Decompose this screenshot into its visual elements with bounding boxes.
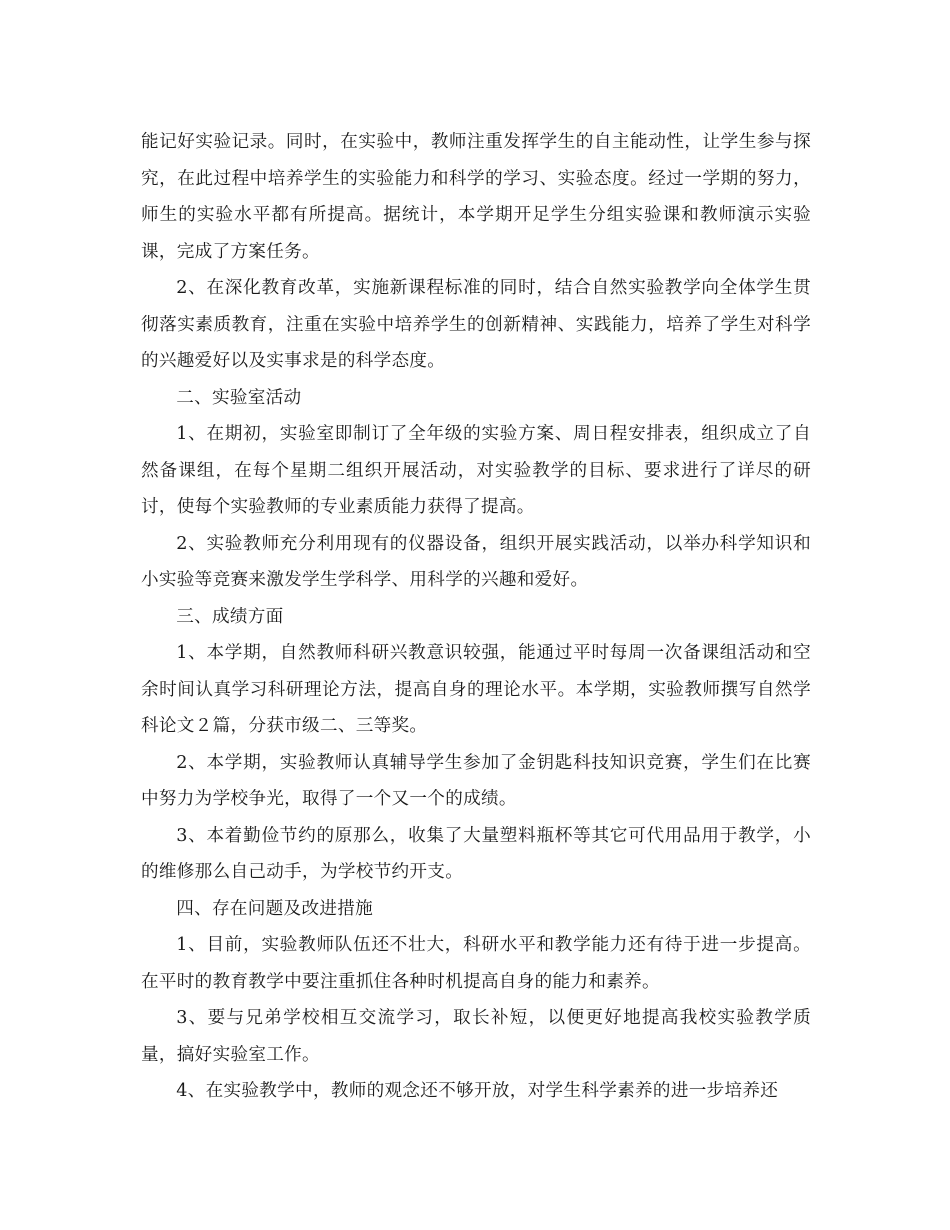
paragraph-teacher-team: 1、目前，实验教师队伍还不壮大，科研水平和教学能力还有待于进一步提高。在平时的教育教学中要注重抓住各种时机提高自身的能力和素养。 xyxy=(141,935,811,992)
paragraph-item-2-education-reform: 2、在深化教育改革，实施新课程标准的同时，结合自然实验教学向全体学生贯彻落实素质教育，注重在实验中培养学生的创新精神、实践能力，培养了学生对科学的兴趣爱好以及实事求是的科学态度。 xyxy=(141,278,811,371)
document-body xyxy=(141,124,811,1110)
section-heading-problems-improvements: 四、存在问题及改进措施 xyxy=(176,898,374,919)
paragraph-research-awareness: 1、本学期，自然教师科研兴教意识较强，能通过平时每周一次备课组活动和空余时间认真学习科研理论方法，提高自身的理论水平。本学期，实验教师撰写自然学科论文２篇，分获市级二、三等奖。 xyxy=(141,643,811,736)
paragraph-frugality: 3、本着勤俭节约的原那么，收集了大量塑料瓶杯等其它可代用品用于教学，小的维修那么自己动手，为学校节约开支。 xyxy=(141,825,811,882)
paragraph-equipment-use: 2、实验教师充分利用现有的仪器设备，组织开展实践活动，以举办科学知识和小实验等竞赛来激发学生学科学、用科学的兴趣和爱好。 xyxy=(141,533,811,590)
paragraph-lab-plan: 1、在期初，实验室即制订了全年级的实验方案、周日程安排表，组织成立了自然备课组，在每个星期二组织开展活动，对实验教学的目标、要求进行了详尽的研讨，使每个实验教师的专业素质能力获得了提高。 xyxy=(141,424,811,517)
paragraph-teaching-concept: 4、在实验教学中，教师的观念还不够开放，对学生科学素养的进一步培养还 xyxy=(176,1081,779,1101)
section-heading-achievements: 三、成绩方面 xyxy=(176,606,284,627)
paragraph-continuation: 能记好实验记录。同时，在实验中，教师注重发挥学生的自主能动性，让学生参与探究，在此过程中培养学生的实验能力和科学的学习、实验态度。经过一学期的努力，师生的实验水平都有所提高。据统计，本学期开足学生分组实验课和教师演示实验课，完成了方案任务。 xyxy=(141,132,811,262)
paragraph-school-exchange: 3、要与兄弟学校相互交流学习，取长补短，以便更好地提高我校实验教学质量，搞好实验室工作。 xyxy=(141,1008,811,1065)
section-heading-lab-activities: 二、实验室活动 xyxy=(176,387,302,408)
paragraph-golden-key-competition: 2、本学期，实验教师认真辅导学生参加了金钥匙科技知识竞赛，学生们在比赛中努力为学校争光，取得了一个又一个的成绩。 xyxy=(141,752,811,809)
